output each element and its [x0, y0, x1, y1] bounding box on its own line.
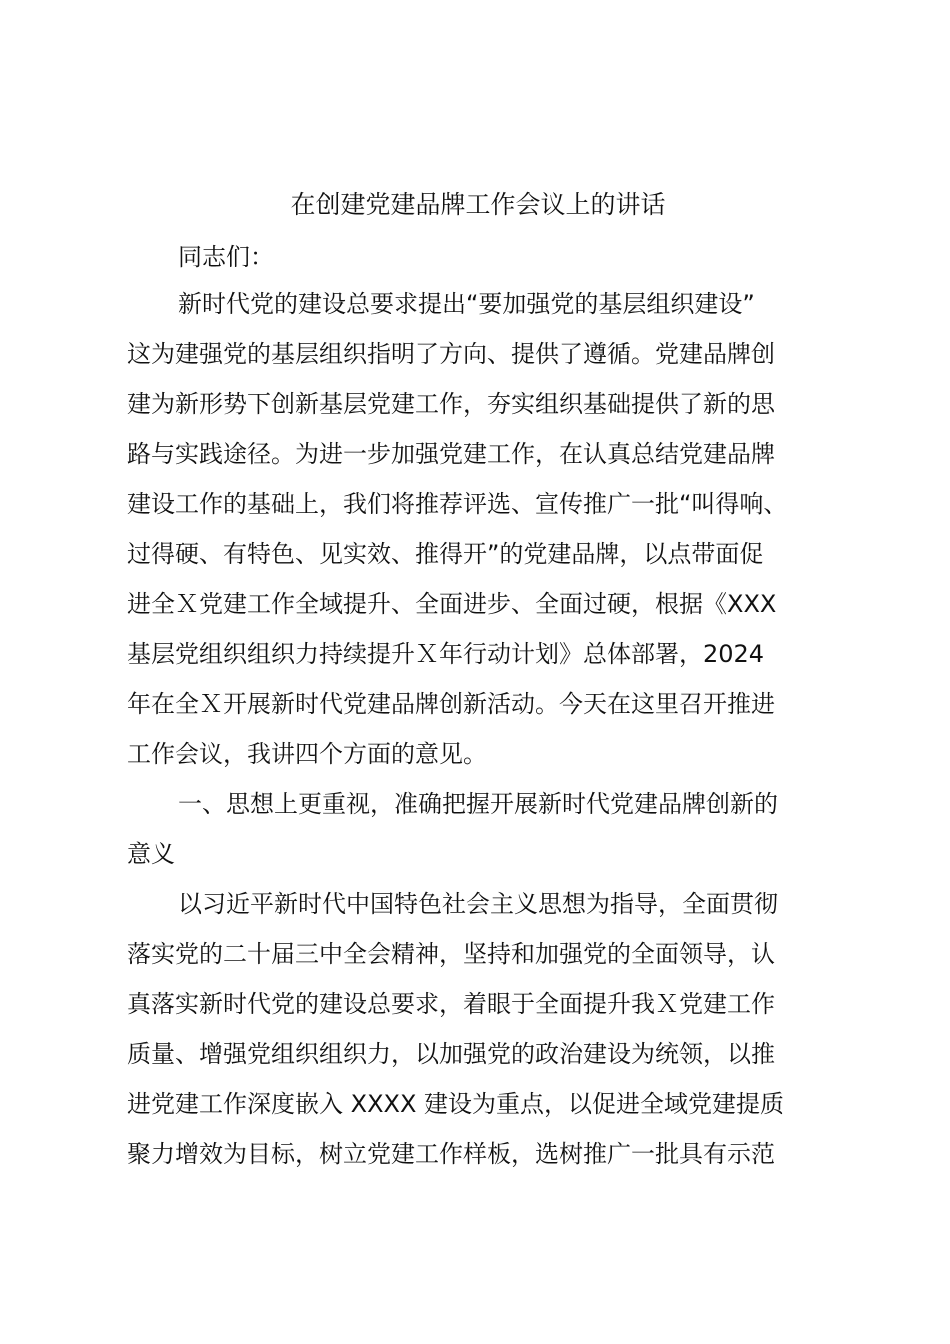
body-line: 聚力增效为目标，树立党建工作样板，选树推广一批具有示范 [127, 1140, 775, 1168]
body-line: 新时代党的建设总要求提出“要加强党的基层组织建设” [178, 290, 755, 318]
body-line: 真落实新时代党的建设总要求，着眼于全面提升我Ｘ党建工作 [127, 990, 775, 1018]
body-line: 质量、增强党组织组织力，以加强党的政治建设为统领，以推 [127, 1040, 775, 1068]
body-line: 建设工作的基础上，我们将推荐评选、宣传推广一批“叫得响、 [127, 490, 788, 518]
body-line: 这为建强党的基层组织指明了方向、提供了遵循。党建品牌创 [127, 340, 775, 368]
body-line: 过得硬、有特色、见实效、推得开”的党建品牌，以点带面促 [127, 540, 764, 568]
body-line: 进党建工作深度嵌入 XXXX 建设为重点，以促进全域党建提质 [127, 1090, 785, 1118]
body-line: 工作会议，我讲四个方面的意见。 [127, 740, 487, 768]
document-title: 在创建党建品牌工作会议上的讲话 [290, 190, 666, 219]
body-line: 年在全Ｘ开展新时代党建品牌创新活动。今天在这里召开推进 [127, 690, 775, 718]
body-line: 建为新形势下创新基层党建工作，夯实组织基础提供了新的思 [127, 390, 775, 418]
salutation: 同志们： [178, 243, 274, 271]
section-heading: 一、思想上更重视，准确把握开展新时代党建品牌创新的 [178, 790, 778, 818]
section-heading-continued: 意义 [127, 840, 175, 868]
body-line: 进全Ｘ党建工作全域提升、全面进步、全面过硬，根据《XXX [127, 590, 777, 618]
body-line: 路与实践途径。为进一步加强党建工作，在认真总结党建品牌 [127, 440, 775, 468]
body-line: 基层党组织组织力持续提升Ｘ年行动计划》总体部署，2024 [127, 640, 765, 668]
body-line: 落实党的二十届三中全会精神，坚持和加强党的全面领导，认 [127, 940, 775, 968]
body-line: 以习近平新时代中国特色社会主义思想为指导，全面贯彻 [178, 890, 778, 918]
